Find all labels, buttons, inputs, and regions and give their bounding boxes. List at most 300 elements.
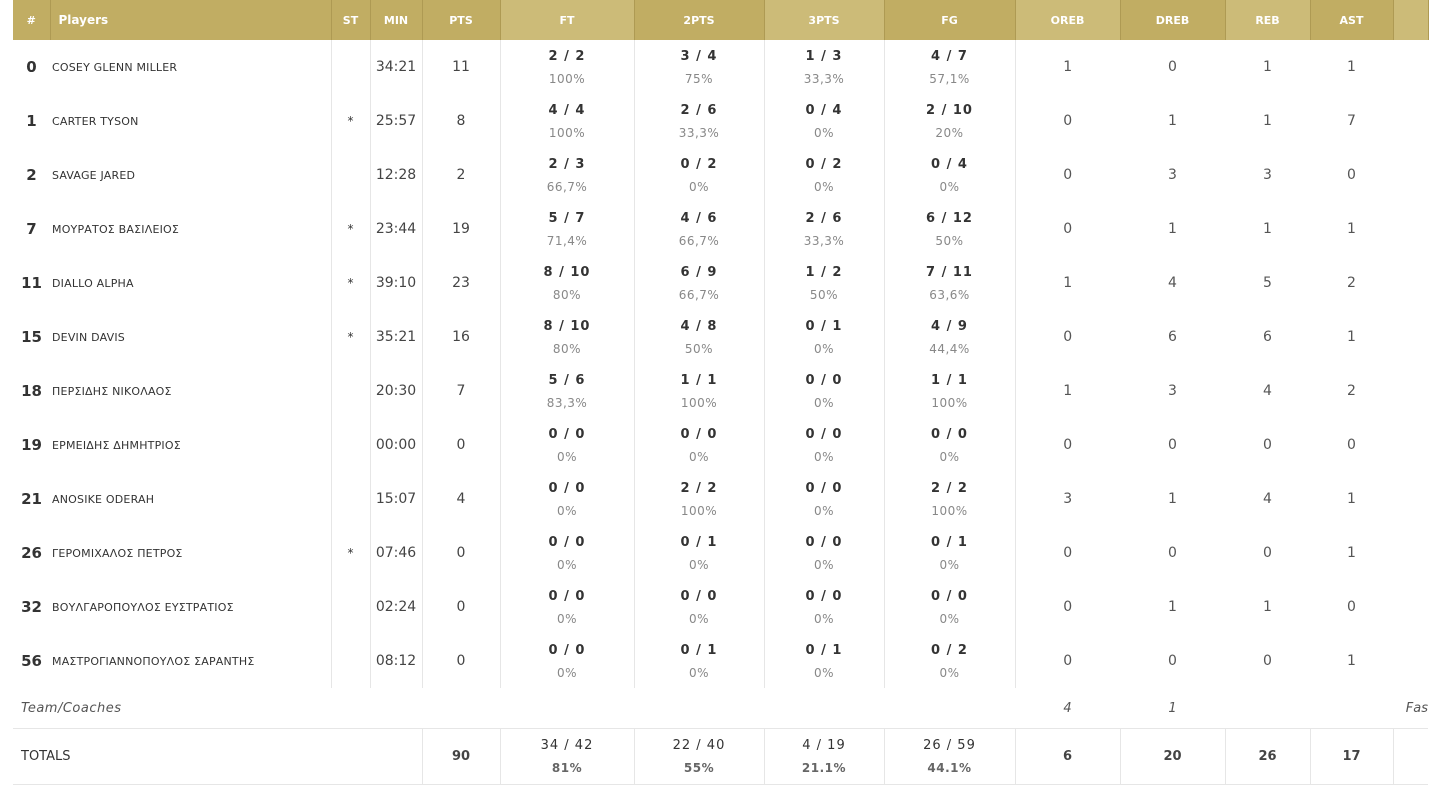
col-header-min[interactable]: MIN <box>370 0 422 40</box>
fg-pct: 44,4% <box>929 341 970 356</box>
three-pts-pct: 0% <box>813 611 835 626</box>
table-header-row <box>13 0 1428 40</box>
two-pts-pct: 66,7% <box>678 287 720 302</box>
ast-value: 1 <box>1347 221 1356 237</box>
dreb-value: 0 <box>1168 545 1177 561</box>
fg-made: 4 / 7 <box>931 48 968 64</box>
overflow-cell <box>1393 418 1428 472</box>
col-header-overflow <box>1393 0 1428 40</box>
points-value: 8 <box>422 94 500 148</box>
minutes-value: 35:21 <box>370 310 422 364</box>
two-pts-pct: 100% <box>680 503 718 518</box>
reb-value: 1 <box>1263 599 1272 615</box>
ft-cell <box>500 472 634 526</box>
two-pts-made: 4 / 8 <box>680 318 718 334</box>
ft-cell <box>500 310 634 364</box>
fg-cell <box>884 202 1015 256</box>
fg-pct: 63,6% <box>929 287 970 302</box>
ft-made: 2 / 2 <box>548 48 586 64</box>
two-pts-pct: 33,3% <box>678 125 720 140</box>
three-pts-pct: 0% <box>813 449 835 464</box>
team-coaches-row <box>13 688 1428 729</box>
player-number: 7 <box>26 220 37 238</box>
ft-cell <box>500 94 634 148</box>
ft-made: 0 / 0 <box>548 588 586 604</box>
col-header-dreb[interactable]: DREB <box>1120 0 1225 40</box>
player-row <box>13 310 1428 364</box>
team-reb-value <box>1225 688 1310 729</box>
three-pts-pct: 0% <box>813 395 835 410</box>
minutes-value: 39:10 <box>370 256 422 310</box>
player-row <box>13 634 1428 688</box>
three-pts-pct: 0% <box>813 341 835 356</box>
starter-marker <box>331 580 370 634</box>
fg-pct: 50% <box>935 233 964 248</box>
points-value: 0 <box>422 580 500 634</box>
totals-reb: 26 <box>1225 729 1310 785</box>
oreb-value: 0 <box>1063 221 1073 237</box>
ft-made: 0 / 0 <box>548 480 586 496</box>
two-pts-pct: 50% <box>684 341 714 356</box>
three-pts-pct: 33,3% <box>803 71 845 86</box>
player-number: 32 <box>21 598 42 616</box>
totals-row <box>13 729 1428 785</box>
minutes-value: 02:24 <box>370 580 422 634</box>
ft-cell <box>500 202 634 256</box>
oreb-value: 0 <box>1063 437 1073 453</box>
col-header-2pts[interactable]: 2PTS <box>634 0 764 40</box>
two-pts-pct: 66,7% <box>678 233 720 248</box>
three-pts-cell <box>764 310 884 364</box>
oreb-value: 0 <box>1063 599 1073 615</box>
ast-value: 7 <box>1347 113 1356 129</box>
fg-made: 0 / 2 <box>931 642 968 658</box>
three-pts-made: 0 / 0 <box>805 588 843 604</box>
ft-pct: 100% <box>548 125 586 140</box>
two-pts-pct: 0% <box>688 179 710 194</box>
three-pts-pct: 0% <box>813 179 835 194</box>
minutes-value: 34:21 <box>370 40 422 94</box>
two-pts-cell <box>634 634 764 688</box>
totals-fg <box>884 729 1015 785</box>
player-row <box>13 94 1428 148</box>
three-pts-cell <box>764 148 884 202</box>
totals-ast: 17 <box>1310 729 1393 785</box>
ft-made: 4 / 4 <box>548 102 586 118</box>
ast-value: 0 <box>1347 437 1356 453</box>
oreb-value: 3 <box>1063 491 1073 507</box>
three-pts-cell <box>764 418 884 472</box>
totals-dreb: 20 <box>1120 729 1225 785</box>
dreb-value: 3 <box>1168 167 1177 183</box>
three-pts-pct: 0% <box>813 125 835 140</box>
three-pts-cell <box>764 202 884 256</box>
three-pts-made: 0 / 2 <box>805 156 843 172</box>
two-pts-cell <box>634 580 764 634</box>
fg-made: 2 / 10 <box>926 102 973 118</box>
fg-pct: 0% <box>939 449 960 464</box>
reb-value: 0 <box>1263 653 1272 669</box>
reb-value: 5 <box>1263 275 1272 291</box>
three-pts-made: 0 / 0 <box>805 480 843 496</box>
minutes-value: 07:46 <box>370 526 422 580</box>
fg-pct: 0% <box>939 611 960 626</box>
fg-pct: 20% <box>935 125 964 140</box>
player-name[interactable]: DIALLO ALPHA <box>52 276 134 290</box>
player-number: 19 <box>21 436 42 454</box>
ft-cell <box>500 580 634 634</box>
reb-value: 4 <box>1263 383 1272 399</box>
ast-value: 1 <box>1347 329 1356 345</box>
three-pts-made: 0 / 0 <box>805 426 843 442</box>
col-header-players[interactable]: Players <box>50 0 331 40</box>
three-pts-cell <box>764 526 884 580</box>
ft-cell <box>500 148 634 202</box>
ft-pct: 0% <box>556 665 578 680</box>
team-extra-value: Fas <box>1405 700 1428 716</box>
player-name[interactable]: ANOSIKE ODERAH <box>52 492 155 506</box>
totals-3pts-pct: 21.1% <box>801 761 847 775</box>
points-value: 11 <box>422 40 500 94</box>
fg-cell <box>884 580 1015 634</box>
team-dreb-value: 1 <box>1168 700 1177 716</box>
fg-pct: 100% <box>931 503 968 518</box>
ast-value: 1 <box>1347 653 1356 669</box>
ft-cell <box>500 634 634 688</box>
player-row <box>13 40 1428 94</box>
points-value: 19 <box>422 202 500 256</box>
player-number: 2 <box>26 166 37 184</box>
totals-oreb: 6 <box>1015 729 1120 785</box>
oreb-value: 0 <box>1063 653 1073 669</box>
player-row <box>13 148 1428 202</box>
dreb-value: 4 <box>1168 275 1177 291</box>
team-oreb-value: 4 <box>1063 700 1072 716</box>
ft-pct: 80% <box>552 287 582 302</box>
minutes-value: 20:30 <box>370 364 422 418</box>
dreb-value: 0 <box>1168 653 1177 669</box>
points-value: 7 <box>422 364 500 418</box>
fg-made: 1 / 1 <box>931 372 968 388</box>
reb-value: 0 <box>1263 545 1272 561</box>
player-number: 15 <box>21 328 42 346</box>
ft-cell <box>500 364 634 418</box>
totals-ft <box>500 729 634 785</box>
ast-value: 1 <box>1347 491 1356 507</box>
two-pts-made: 6 / 9 <box>680 264 718 280</box>
minutes-value: 15:07 <box>370 472 422 526</box>
ft-pct: 0% <box>556 503 578 518</box>
two-pts-made: 1 / 1 <box>680 372 718 388</box>
player-name[interactable]: SAVAGE JARED <box>52 168 136 182</box>
ft-made: 8 / 10 <box>543 264 591 280</box>
two-pts-cell <box>634 202 764 256</box>
totals-2pts <box>634 729 764 785</box>
dreb-value: 0 <box>1168 59 1177 75</box>
fg-cell <box>884 364 1015 418</box>
reb-value: 0 <box>1263 437 1272 453</box>
player-row <box>13 256 1428 310</box>
ft-cell <box>500 40 634 94</box>
ft-pct: 66,7% <box>546 179 588 194</box>
ft-cell <box>500 256 634 310</box>
col-header-ast[interactable]: AST <box>1310 0 1393 40</box>
team-ast-value <box>1310 688 1393 729</box>
ft-pct: 71,4% <box>546 233 588 248</box>
ast-value: 1 <box>1347 545 1356 561</box>
dreb-value: 1 <box>1168 599 1177 615</box>
oreb-value: 0 <box>1063 167 1073 183</box>
oreb-value: 1 <box>1063 59 1073 75</box>
starter-marker <box>331 634 370 688</box>
two-pts-cell <box>634 256 764 310</box>
ft-made: 0 / 0 <box>548 642 586 658</box>
overflow-cell <box>1393 472 1428 526</box>
two-pts-made: 2 / 6 <box>680 102 718 118</box>
dreb-value: 1 <box>1168 113 1177 129</box>
ft-cell <box>500 526 634 580</box>
minutes-value: 08:12 <box>370 634 422 688</box>
ft-made: 5 / 7 <box>548 210 586 226</box>
ft-made: 0 / 0 <box>548 534 586 550</box>
ft-made: 0 / 0 <box>548 426 586 442</box>
ast-value: 0 <box>1347 599 1356 615</box>
points-value: 0 <box>422 418 500 472</box>
dreb-value: 3 <box>1168 383 1177 399</box>
player-name[interactable]: ΜΑΣΤΡΟΓΙΑΝΝΟΠΟΥΛΟΣ ΣΑΡΑΝΤΗΣ <box>52 654 255 668</box>
player-row <box>13 580 1428 634</box>
team-coaches-label: Team/Coaches <box>21 700 122 716</box>
two-pts-cell <box>634 364 764 418</box>
starter-marker: * <box>331 202 370 256</box>
player-number: 1 <box>26 112 37 130</box>
three-pts-pct: 50% <box>809 287 839 302</box>
three-pts-made: 0 / 1 <box>805 642 843 658</box>
fg-cell <box>884 256 1015 310</box>
player-number: 26 <box>21 544 42 562</box>
player-row <box>13 364 1428 418</box>
three-pts-cell <box>764 580 884 634</box>
col-header-reb[interactable]: REB <box>1225 0 1310 40</box>
two-pts-pct: 0% <box>688 665 710 680</box>
fg-cell <box>884 310 1015 364</box>
fg-made: 0 / 4 <box>931 156 968 172</box>
oreb-value: 0 <box>1063 329 1073 345</box>
player-row <box>13 202 1428 256</box>
overflow-cell <box>1393 94 1428 148</box>
ft-cell <box>500 418 634 472</box>
two-pts-made: 0 / 0 <box>680 426 718 442</box>
player-number: 11 <box>21 274 42 292</box>
three-pts-made: 2 / 6 <box>805 210 843 226</box>
starter-marker: * <box>331 310 370 364</box>
player-row <box>13 418 1428 472</box>
player-name[interactable]: ΒΟΥΛΓΑΡΟΠΟΥΛΟΣ ΕΥΣΤΡΑΤΙΟΣ <box>52 600 234 614</box>
overflow-cell <box>1393 580 1428 634</box>
col-header-oreb[interactable]: OREB <box>1015 0 1120 40</box>
reb-value: 4 <box>1263 491 1272 507</box>
two-pts-made: 0 / 2 <box>680 156 718 172</box>
three-pts-cell <box>764 472 884 526</box>
fg-cell <box>884 94 1015 148</box>
three-pts-cell <box>764 94 884 148</box>
oreb-value: 0 <box>1063 113 1073 129</box>
player-name[interactable]: ΜΟΥΡΑΤΟΣ ΒΑΣΙΛΕΙΟΣ <box>52 222 180 236</box>
two-pts-pct: 0% <box>688 557 710 572</box>
overflow-cell <box>1393 202 1428 256</box>
ast-value: 2 <box>1347 383 1356 399</box>
three-pts-cell <box>764 634 884 688</box>
three-pts-cell <box>764 40 884 94</box>
fg-cell <box>884 526 1015 580</box>
reb-value: 1 <box>1263 221 1272 237</box>
points-value: 2 <box>422 148 500 202</box>
reb-value: 1 <box>1263 59 1272 75</box>
player-name[interactable]: COSEY GLENN MILLER <box>52 60 178 74</box>
two-pts-pct: 100% <box>680 395 718 410</box>
fg-pct: 0% <box>939 557 960 572</box>
fg-cell <box>884 472 1015 526</box>
col-header-st[interactable]: ST <box>331 0 370 40</box>
totals-fg-pct: 44.1% <box>927 761 972 775</box>
player-row <box>13 526 1428 580</box>
reb-value: 3 <box>1263 167 1272 183</box>
minutes-value: 25:57 <box>370 94 422 148</box>
dreb-value: 1 <box>1168 221 1177 237</box>
two-pts-cell <box>634 526 764 580</box>
fg-made: 0 / 0 <box>931 426 968 442</box>
player-number: 21 <box>21 490 42 508</box>
player-name[interactable]: CARTER TYSON <box>52 114 139 128</box>
ft-pct: 100% <box>548 71 586 86</box>
overflow-cell <box>1393 526 1428 580</box>
two-pts-made: 0 / 0 <box>680 588 718 604</box>
three-pts-cell <box>764 364 884 418</box>
two-pts-made: 2 / 2 <box>680 480 718 496</box>
two-pts-pct: 0% <box>688 449 710 464</box>
totals-fg-made: 26 / 59 <box>923 738 976 753</box>
col-header-ft[interactable]: FT <box>500 0 634 40</box>
two-pts-pct: 75% <box>684 71 714 86</box>
two-pts-cell <box>634 148 764 202</box>
col-header-number[interactable]: # <box>13 0 50 40</box>
oreb-value: 0 <box>1063 545 1073 561</box>
points-value: 4 <box>422 472 500 526</box>
three-pts-pct: 0% <box>813 665 835 680</box>
three-pts-pct: 0% <box>813 557 835 572</box>
totals-3pts <box>764 729 884 785</box>
starter-marker <box>331 418 370 472</box>
ft-made: 2 / 3 <box>548 156 586 172</box>
ft-pct: 80% <box>552 341 582 356</box>
player-name[interactable]: DEVIN DAVIS <box>52 330 125 344</box>
ast-value: 1 <box>1347 59 1356 75</box>
player-row <box>13 472 1428 526</box>
dreb-value: 1 <box>1168 491 1177 507</box>
two-pts-pct: 0% <box>688 611 710 626</box>
totals-label: TOTALS <box>13 729 422 785</box>
points-value: 23 <box>422 256 500 310</box>
two-pts-made: 3 / 4 <box>680 48 718 64</box>
totals-2pts-made: 22 / 40 <box>672 738 726 753</box>
two-pts-cell <box>634 40 764 94</box>
starter-marker: * <box>331 526 370 580</box>
overflow-cell <box>1393 310 1428 364</box>
starter-marker <box>331 472 370 526</box>
overflow-cell <box>1393 40 1428 94</box>
points-value: 16 <box>422 310 500 364</box>
player-name[interactable]: ΕΡΜΕΙΔΗΣ ΔΗΜΗΤΡΙΟΣ <box>52 438 181 452</box>
two-pts-made: 0 / 1 <box>680 642 718 658</box>
reb-value: 1 <box>1263 113 1272 129</box>
totals-ft-made: 34 / 42 <box>540 738 594 753</box>
minutes-value: 00:00 <box>370 418 422 472</box>
minutes-value: 12:28 <box>370 148 422 202</box>
reb-value: 6 <box>1263 329 1272 345</box>
three-pts-made: 0 / 0 <box>805 534 843 550</box>
player-number: 18 <box>21 382 42 400</box>
two-pts-cell <box>634 310 764 364</box>
ft-pct: 83,3% <box>546 395 588 410</box>
dreb-value: 6 <box>1168 329 1177 345</box>
fg-cell <box>884 40 1015 94</box>
oreb-value: 1 <box>1063 275 1073 291</box>
three-pts-made: 1 / 2 <box>805 264 843 280</box>
two-pts-cell <box>634 94 764 148</box>
col-header-fg[interactable]: FG <box>884 0 1015 40</box>
boxscore-table <box>13 0 1429 785</box>
starter-marker <box>331 40 370 94</box>
three-pts-pct: 0% <box>813 503 835 518</box>
starter-marker: * <box>331 256 370 310</box>
col-header-pts[interactable]: PTS <box>422 0 500 40</box>
three-pts-cell <box>764 256 884 310</box>
points-value: 0 <box>422 526 500 580</box>
player-name[interactable]: ΓΕΡΟΜΙΧΑΛΟΣ ΠΕΤΡΟΣ <box>52 546 183 560</box>
ast-value: 0 <box>1347 167 1356 183</box>
totals-pts: 90 <box>422 729 500 785</box>
ast-value: 2 <box>1347 275 1356 291</box>
three-pts-made: 0 / 0 <box>805 372 843 388</box>
ft-pct: 0% <box>556 449 578 464</box>
overflow-cell <box>1393 148 1428 202</box>
two-pts-made: 0 / 1 <box>680 534 718 550</box>
ft-made: 5 / 6 <box>548 372 586 388</box>
player-name[interactable]: ΠΕΡΣΙΔΗΣ ΝΙΚΟΛΑΟΣ <box>52 384 172 398</box>
oreb-value: 1 <box>1063 383 1073 399</box>
fg-cell <box>884 418 1015 472</box>
overflow-cell <box>1393 364 1428 418</box>
three-pts-made: 0 / 1 <box>805 318 843 334</box>
totals-3pts-made: 4 / 19 <box>802 738 846 753</box>
three-pts-pct: 33,3% <box>803 233 845 248</box>
fg-cell <box>884 634 1015 688</box>
minutes-value: 23:44 <box>370 202 422 256</box>
fg-pct: 0% <box>939 665 960 680</box>
three-pts-made: 1 / 3 <box>805 48 843 64</box>
starter-marker <box>331 364 370 418</box>
fg-made: 0 / 0 <box>931 588 968 604</box>
starter-marker <box>331 148 370 202</box>
fg-made: 4 / 9 <box>931 318 968 334</box>
col-header-3pts[interactable]: 3PTS <box>764 0 884 40</box>
two-pts-cell <box>634 472 764 526</box>
two-pts-cell <box>634 418 764 472</box>
fg-made: 0 / 1 <box>931 534 968 550</box>
fg-pct: 57,1% <box>929 71 970 86</box>
totals-ft-pct: 81% <box>551 761 583 775</box>
ft-pct: 0% <box>556 611 578 626</box>
